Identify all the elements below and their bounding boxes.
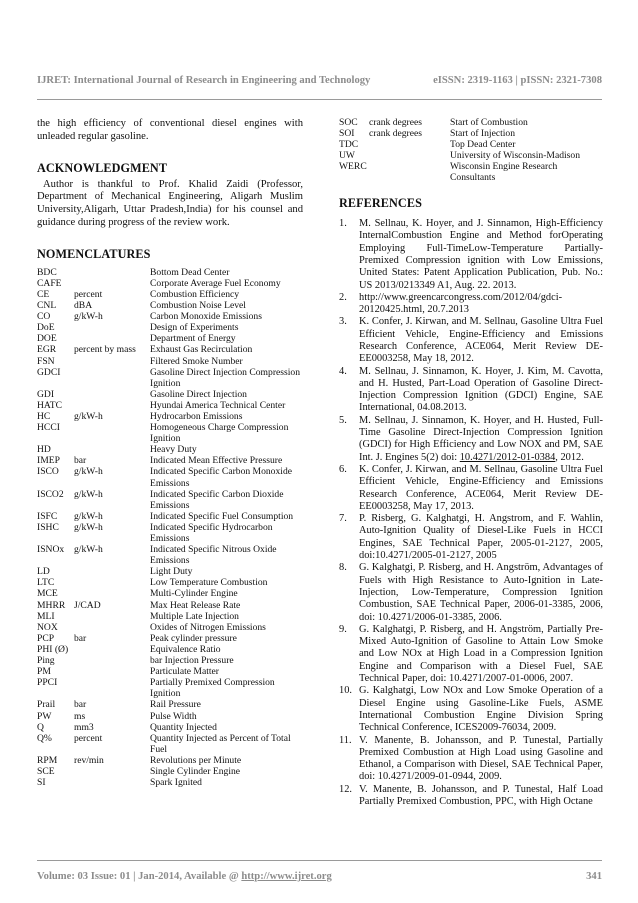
nomenclature-row — [37, 777, 303, 788]
nomenclature-row — [37, 633, 303, 644]
nomenclature-abbr: ISCO — [37, 466, 59, 478]
nomenclature-row — [37, 600, 303, 611]
nomenclature-row — [37, 322, 303, 333]
nomenclature-row — [37, 300, 303, 311]
nomenclature-unit — [74, 422, 150, 444]
nomenclature-unit — [74, 333, 150, 344]
reference-body: V. Manente, B. Johansson, and P. Tunestal, Partially Premixed Combustion at High Load using Gasoline and Ethanol, a Comparison with Diesel, SAE Technical Paper, doi: 10.4271/2009-01-0944, 2009. — [359, 734, 603, 783]
nomenclature-desc: Bottom Dead Center — [150, 266, 230, 278]
nomenclature-abbr: SOC — [339, 117, 358, 128]
nomenclature-desc: Start of Injection — [450, 127, 516, 139]
nomenclature-abbr: Q — [37, 721, 44, 733]
nomenclature-row — [37, 466, 303, 488]
nomenclature-row — [37, 699, 303, 710]
running-header — [37, 75, 602, 86]
nomenclature-unit: crank degrees — [369, 117, 422, 128]
nomenclature-desc: Revolutions per Minute — [150, 754, 242, 766]
nomenclature-abbr: HC — [37, 410, 51, 422]
nomenclature-unit: mm3 — [74, 721, 94, 733]
nomenclature-unit: g/kW-h — [74, 466, 103, 478]
nomenclature-abbr: MLI — [37, 610, 55, 622]
nomenclature-abbr: HD — [37, 444, 51, 456]
nomenclature-abbr: DOE — [37, 333, 57, 345]
journal-title: IJRET: International Journal of Research in Engineering and Technology — [37, 75, 371, 86]
nomenclature-unit: percent — [74, 288, 103, 300]
reference-item — [339, 562, 603, 623]
nomenclature-unit — [74, 588, 150, 599]
reference-number: 4. — [339, 365, 347, 377]
header-rule — [37, 99, 602, 100]
nomenclature-desc: University of Wisconsin-Madison — [450, 149, 581, 161]
nomenclature-row — [37, 489, 303, 511]
nomenclature-unit — [74, 777, 150, 788]
nomenclature-abbr: GDCI — [37, 366, 61, 378]
doi-link[interactable]: 10.4271/2012-01-0384 — [459, 451, 556, 463]
nomenclature-unit — [74, 367, 150, 389]
nomenclature-desc: Department of Energy — [150, 333, 236, 345]
nomenclature-unit — [74, 356, 150, 367]
nomenclature-unit — [74, 400, 150, 411]
nomenclature-row — [37, 278, 303, 289]
nomenclature-desc: Multiple Late Injection — [150, 610, 239, 622]
nomenclature-abbr: CE — [37, 288, 50, 300]
nomenclature-desc: Top Dead Center — [450, 138, 516, 150]
nomenclature-abbr: PPCI — [37, 677, 58, 689]
nomenclature-desc: Gasoline Direct Injection — [150, 388, 247, 400]
reference-body: M. Sellnau, J. Sinnamon, K. Hoyer, and H. Husted, Full-Time Gasoline Direct-Injection Compression Ignition (GDCI) for High Efficiency and Low NOX and PM, SAE Int. J. Engines 5(2) doi: — [359, 414, 603, 463]
reference-text — [359, 562, 603, 623]
nomenclature-desc: Equivalence Ratio — [150, 643, 221, 655]
nomenclature-unit — [369, 140, 450, 151]
reference-body: V. Manente, B. Johansson, and P. Tunestal, Half Load Partially Premixed Combustion, PPC, with High Octane — [359, 783, 603, 807]
nomenclature-row — [37, 566, 303, 577]
nomenclature-desc: Particulate Matter — [150, 666, 219, 678]
reference-text — [359, 292, 603, 317]
nomenclature-row — [37, 444, 303, 455]
nomenclature-unit — [74, 322, 150, 333]
nomenclature-abbr: EGR — [37, 344, 57, 356]
nomenclature-abbr: ISHC — [37, 521, 59, 533]
nomenclature-abbr: Prail — [37, 699, 56, 711]
nomenclature-abbr: DoE — [37, 322, 55, 334]
reference-number: 11. — [339, 734, 352, 746]
nomenclature-abbr: RPM — [37, 754, 58, 766]
references-heading: REFERENCES — [339, 196, 422, 211]
nomenclature-heading: NOMENCLATURES — [37, 247, 151, 262]
reference-item — [339, 218, 603, 292]
nomenclature-row — [37, 311, 303, 322]
nomenclature-abbr: PHI (Ø) — [37, 643, 69, 655]
nomenclature-desc: Corporate Average Fuel Economy — [150, 277, 281, 289]
reference-item — [339, 624, 603, 685]
reference-text — [359, 464, 603, 513]
nomenclature-row — [37, 722, 303, 733]
reference-number: 9. — [339, 623, 347, 635]
nomenclature-row — [37, 644, 303, 655]
nomenclature-abbr: ISNOx — [37, 544, 65, 556]
nomenclature-unit: bar — [74, 632, 87, 644]
nomenclature-unit — [74, 677, 150, 699]
nomenclature-unit — [74, 644, 150, 655]
nomenclature-desc: Hydrocarbon Emissions — [150, 410, 243, 422]
intro-paragraph: the high efficiency of conventional diesel engines with unleaded regular gasoline. — [37, 118, 303, 142]
nomenclature-unit: bar — [74, 699, 87, 711]
nomenclature-abbr: PM — [37, 666, 51, 678]
nomenclature-row — [37, 588, 303, 599]
nomenclature-abbr: ISFC — [37, 510, 58, 522]
reference-text — [359, 415, 603, 464]
nomenclature-unit — [74, 655, 150, 666]
reference-body: M. Sellnau, J. Sinnamon, K. Hoyer, J. Kim, M. Cavotta, and H. Husted, Part-Load Operation of Gasoline Direct-Injection Compression Ignition (GDCI) Engine, SAE International, 04.08.2013. — [359, 365, 603, 414]
ack-paragraph: Author is thankful to Prof. Khalid Zaidi (Professor, Department of Mechanical Engineering, Aligarh Muslim University,Aligarh, Uttar Pradesh,India) for his counsel and guidance during progress of the review work. — [37, 178, 303, 228]
nomenclature-unit: percent — [74, 732, 103, 744]
reference-item — [339, 366, 603, 415]
nomenclature-abbr: BDC — [37, 266, 57, 278]
nomenclature-row — [339, 162, 603, 184]
reference-number: 8. — [339, 562, 347, 574]
reference-number: 7. — [339, 513, 347, 525]
reference-item — [339, 316, 603, 365]
nomenclature-unit — [369, 151, 450, 162]
reference-number: 5. — [339, 414, 347, 426]
nomenclature-row — [37, 544, 303, 566]
nomenclature-abbr: MHRR — [37, 599, 66, 611]
reference-number: 12. — [339, 783, 352, 795]
nomenclature-desc: Quantity Injected — [150, 721, 217, 733]
nomenclature-abbr: UW — [339, 149, 355, 161]
nomenclature-desc: Design of Experiments — [150, 322, 239, 334]
nomenclature-desc: Indicated Specific Hydrocarbon Emissions — [150, 521, 273, 544]
nomenclature-desc: bar Injection Pressure — [150, 655, 234, 667]
reference-item — [339, 685, 603, 734]
nomenclature-abbr: PCP — [37, 632, 55, 644]
nomenclature-desc: Gasoline Direct Injection Compression Ignition — [150, 366, 301, 389]
nomenclature-desc: Quantity Injected as Percent of Total Fuel — [150, 732, 291, 755]
nomenclature-row — [37, 666, 303, 677]
nomenclature-abbr: ISCO2 — [37, 488, 64, 500]
nomenclature-unit — [74, 622, 150, 633]
reference-item — [339, 292, 603, 317]
nomenclature-unit: g/kW-h — [74, 488, 103, 500]
nomenclature-abbr: LTC — [37, 577, 55, 589]
nomenclature-desc: Indicated Mean Effective Pressure — [150, 455, 283, 467]
nomenclature-abbr: HCCI — [37, 422, 60, 434]
issn: eISSN: 2319-1163 | pISSN: 2321-7308 — [433, 75, 602, 86]
nomenclature-desc: Hyundai America Technical Center — [150, 399, 286, 411]
nomenclature-unit — [74, 278, 150, 289]
reference-body: http://www.greencarcongress.com/2012/04/gdci-20120425.html, 20.7.2013 — [359, 291, 563, 316]
reference-tail: , 2012. — [555, 451, 584, 463]
nomenclature-abbr: SCE — [37, 765, 55, 777]
nomenclature-abbr: CNL — [37, 300, 57, 312]
nomenclature-desc: Multi-Cylinder Engine — [150, 588, 238, 600]
nomenclature-row — [37, 711, 303, 722]
reference-number: 6. — [339, 463, 347, 475]
nomenclature-abbr: CO — [37, 311, 51, 323]
nomenclature-desc: Rail Pressure — [150, 699, 201, 711]
nomenclature-abbr: MCE — [37, 588, 58, 600]
nomenclature-row — [37, 511, 303, 522]
nomenclature-desc: Partially Premixed Compression Ignition — [150, 677, 275, 700]
reference-body: G. Kalghatgi, Low NOx and Low Smoke Operation of a Diesel Engine using Gasoline-Like Fuels, ASME International Combustion Engine Division Spring Technical Conference, ICES2009-76034, 2009. — [359, 685, 603, 734]
reference-item — [339, 513, 603, 562]
nomenclature-unit — [74, 666, 150, 677]
nomenclature-row — [37, 577, 303, 588]
nomenclature-row — [37, 522, 303, 544]
left-column — [37, 118, 303, 788]
page-number: 341 — [586, 871, 602, 882]
reference-body: K. Confer, J. Kirwan, and M. Sellnau, Gasoline Ultra Fuel Efficient Vehicle, Engine-Efficiency and Emissions Research Conference, ACE064, Merit Review DE-EE0003258, May 18, 2012. — [359, 316, 603, 365]
nomenclature-unit — [74, 566, 150, 577]
reference-body: G. Kalghatgi, P. Risberg, and H. Angström, Advantages of Fuels with High Resistance to Auto-Ignition in Late-Injection, Low-Temperature, Compression Ignition Combustion, SAE Technical Paper, 2006-01-3385, 2006, doi: 10.4271/2006-01-3385, 2006. — [359, 562, 603, 623]
reference-body: P. Risberg, G. Kalghatgi, H. Angstrom, and F. Wahlin, Auto-Ignition Quality of Diesel-Like Fuels in HCCI Engines, SAE Technical Paper, 2005-01-2127, 2005, doi:10.4271/2005-01-2127, 2005 — [359, 513, 603, 562]
nomenclature-unit — [74, 267, 150, 278]
nomenclature-desc: Heavy Duty — [150, 444, 197, 456]
reference-text — [359, 316, 603, 365]
nomenclature-row — [339, 151, 603, 162]
nomenclature-desc: Spark Ignited — [150, 777, 202, 789]
nomenclature-row — [37, 733, 303, 755]
nomenclature-unit — [369, 162, 450, 184]
nomenclature-unit: bar — [74, 455, 87, 467]
nomenclature-unit: J/CAD — [74, 599, 101, 611]
nomenclature-unit: g/kW-h — [74, 410, 103, 422]
running-footer — [37, 871, 602, 882]
nomenclature-row — [37, 344, 303, 355]
nomenclature-abbr: SOI — [339, 127, 355, 139]
reference-text — [359, 784, 603, 809]
reference-body: G. Kalghatgi, P. Risberg, and H. Angström, Partially Pre-Mixed Auto-Ignition of Gasoline to Attain Low Smoke and Low NOx at High Load in a Compression Ignition Engine and Comparison with a Diesel Fuel, SAE Technical Paper, doi: 10.4271/2007-01-0006, 2007. — [359, 623, 603, 685]
nomenclature-desc: Indicated Specific Carbon Monoxide Emissions — [150, 466, 292, 489]
nomenclature-desc: Indicated Specific Nitrous Oxide Emissions — [150, 544, 277, 567]
nomenclature-abbr: NOX — [37, 621, 58, 633]
reference-number: 10. — [339, 685, 352, 697]
nomenclature-unit — [74, 766, 150, 777]
nomenclature-row — [37, 411, 303, 422]
nomenclature-row — [37, 267, 303, 278]
nomenclature-abbr: GDI — [37, 388, 55, 400]
nomenclature-row — [37, 422, 303, 444]
nomenclature-desc: Filtered Smoke Number — [150, 355, 243, 367]
nomenclature-row — [37, 677, 303, 699]
nomenclature-desc: Pulse Width — [150, 710, 197, 722]
journal-link[interactable]: http://www.ijret.org — [241, 871, 332, 882]
nomenclature-desc: Start of Combustion — [450, 117, 528, 128]
reference-list — [339, 218, 603, 808]
nomenclature-desc: Carbon Monoxide Emissions — [150, 311, 262, 323]
nomenclature-unit — [74, 611, 150, 622]
nomenclature-abbr: CAFE — [37, 277, 62, 289]
nomenclature-abbr: TDC — [339, 138, 359, 150]
nomenclature-abbr: SI — [37, 777, 46, 789]
reference-text — [359, 366, 603, 415]
reference-text — [359, 218, 603, 292]
nomenclature-row — [37, 356, 303, 367]
nomenclature-desc: Max Heat Release Rate — [150, 599, 241, 611]
nomenclature-desc: Peak cylinder pressure — [150, 632, 237, 644]
nomenclature-row — [37, 755, 303, 766]
reference-text — [359, 624, 603, 685]
nomenclature-abbr: HATC — [37, 399, 63, 411]
nomenclature-desc: Combustion Noise Level — [150, 300, 246, 312]
nomenclature-desc: Homogeneous Charge Compression Ignition — [150, 422, 289, 445]
nomenclature-desc: Low Temperature Combustion — [150, 577, 268, 589]
nomenclature-abbr: Ping — [37, 655, 55, 667]
right-column — [339, 118, 603, 808]
nomenclature-unit: g/kW-h — [74, 544, 103, 556]
nomenclature-abbr: Q% — [37, 732, 52, 744]
reference-body: M. Sellnau, K. Hoyer, and J. Sinnamon, High-Efficiency InternalCombustion Engine and Method forOperating Employing Full-TimeLow-Temperature Partially-Premixed Compression ignition with Low Emissions, United States: Patent Application Publication, Pub. No.: US 2013/0213349 A1, Aug. 22. 2013. — [359, 218, 603, 291]
nomenclature-row — [37, 289, 303, 300]
nomenclature-row — [37, 655, 303, 666]
nomenclature-desc: Exhaust Gas Recirculation — [150, 344, 253, 356]
reference-text — [359, 685, 603, 734]
nomenclature-abbr: IMEP — [37, 455, 60, 467]
nomenclature-desc: Combustion Efficiency — [150, 288, 240, 300]
nomenclature-desc: Indicated Specific Carbon Dioxide Emissions — [150, 488, 284, 511]
nomenclature-row — [37, 333, 303, 344]
ack-heading: ACKNOWLEDGMENT — [37, 161, 168, 176]
nomenclature-desc: Single Cylinder Engine — [150, 765, 241, 777]
nomenclature-list — [37, 267, 303, 788]
reference-item — [339, 464, 603, 513]
reference-text — [359, 735, 603, 784]
nomenclature-abbr: LD — [37, 566, 50, 578]
nomenclature-abbr: FSN — [37, 355, 55, 367]
reference-item — [339, 415, 603, 464]
nomenclature-row — [37, 455, 303, 466]
nomenclature-unit: ms — [74, 710, 86, 722]
nomenclature-row — [37, 611, 303, 622]
nomenclature-unit: crank degrees — [369, 127, 422, 139]
reference-number: 1. — [339, 218, 347, 230]
nomenclature-row — [37, 766, 303, 777]
nomenclature-row — [37, 622, 303, 633]
nomenclature-unit — [74, 444, 150, 455]
reference-number: 3. — [339, 316, 347, 328]
nomenclature-unit: g/kW-h — [74, 510, 103, 522]
reference-body: K. Confer, J. Kirwan, and M. Sellnau, Gasoline Ultra Fuel Efficient Vehicle, Engine-Efficiency and Emissions Research Conference, ACE064, Merit Review DE-EE0003258, May 17, 2013. — [359, 463, 603, 512]
reference-item — [339, 735, 603, 784]
nomenclature-unit — [74, 389, 150, 400]
nomenclature-unit: percent by mass — [74, 344, 136, 356]
reference-text — [359, 513, 603, 562]
reference-number: 2. — [339, 291, 347, 303]
abbreviation-list — [339, 118, 603, 183]
nomenclature-desc: Wisconsin Engine Research Consultants — [450, 160, 558, 183]
nomenclature-desc: Oxides of Nitrogen Emissions — [150, 621, 266, 633]
nomenclature-row — [37, 400, 303, 411]
footer-rule — [37, 860, 602, 861]
nomenclature-unit: dBA — [74, 300, 93, 312]
footer-volume: Volume: 03 Issue: 01 | Jan-2014, Available @ http://www.ijret.org — [37, 871, 332, 882]
nomenclature-row — [37, 367, 303, 389]
reference-item — [339, 784, 603, 809]
nomenclature-row — [37, 389, 303, 400]
nomenclature-abbr: WERC — [339, 160, 367, 172]
nomenclature-unit: rev/min — [74, 754, 104, 766]
nomenclature-unit — [74, 577, 150, 588]
nomenclature-abbr: PW — [37, 710, 52, 722]
nomenclature-unit: g/kW-h — [74, 521, 103, 533]
nomenclature-desc: Indicated Specific Fuel Consumption — [150, 510, 294, 522]
nomenclature-unit: g/kW-h — [74, 311, 103, 323]
nomenclature-desc: Light Duty — [150, 566, 193, 578]
